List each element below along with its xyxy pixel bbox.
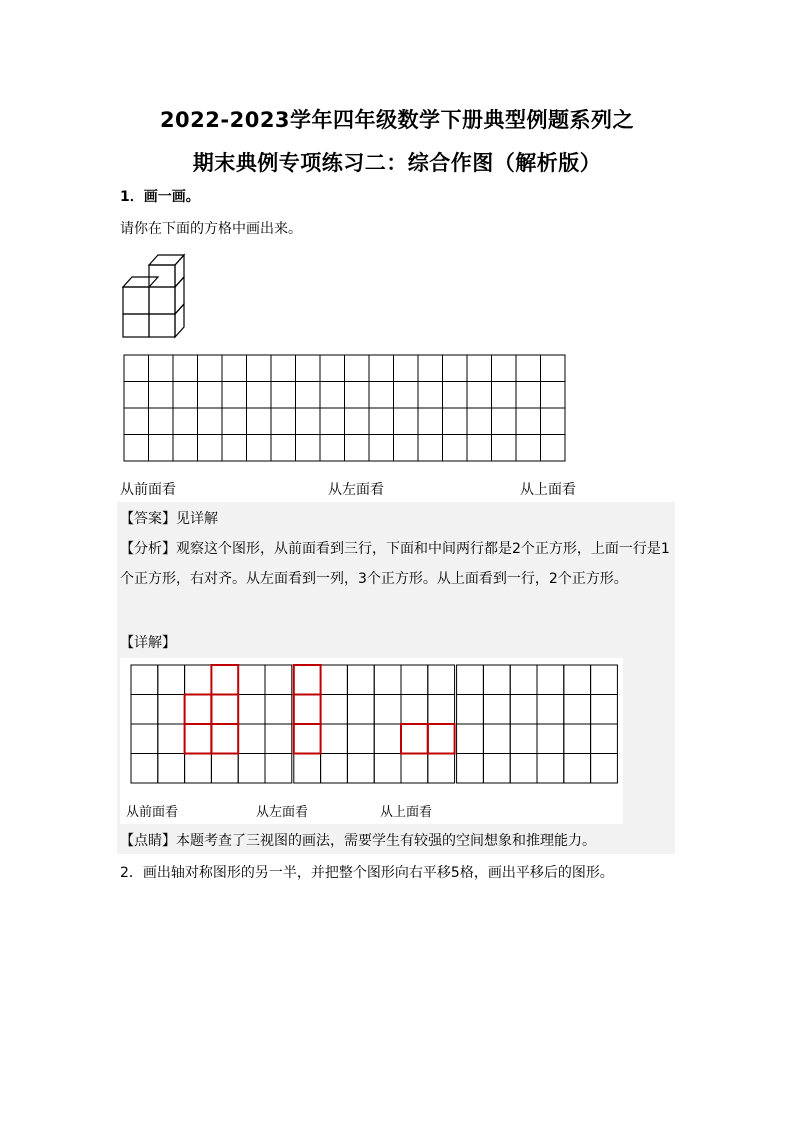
highlighted-square [294, 665, 321, 695]
answer-grid-cell [483, 724, 510, 754]
answer-grid-cell [374, 695, 401, 725]
grid-cell [296, 355, 321, 382]
grid-cell [492, 408, 517, 435]
grid-cell [320, 435, 345, 462]
answer-grid-cell [185, 724, 212, 754]
answer-grid-cell [428, 724, 455, 754]
cube-face-top-front [149, 265, 175, 287]
question-1-heading: 1．画一画。 [120, 189, 200, 205]
grid-cell [173, 408, 198, 435]
highlighted-square [185, 695, 212, 725]
grid-cell [124, 355, 149, 382]
answer-grid-cell [510, 665, 537, 695]
answer-grid-cell [537, 754, 564, 784]
answer-grid-cell [238, 724, 265, 754]
answer-grid-cell [185, 665, 212, 695]
answer-grid-cell [564, 665, 591, 695]
grid-cell [516, 382, 541, 409]
answer-grid-cell [131, 695, 158, 725]
answer-grid-cell [457, 754, 484, 784]
grid-cell [492, 355, 517, 382]
grid-cell [467, 435, 492, 462]
answer-grid-cell [347, 724, 374, 754]
answer-grid-cell [238, 695, 265, 725]
answer-grid-cell [158, 724, 185, 754]
answer-grid-cell [564, 724, 591, 754]
grid-cell [149, 408, 174, 435]
grid-cell [198, 355, 223, 382]
answer-grid-cell [265, 665, 292, 695]
grid-cell [345, 435, 370, 462]
answer-grid-cell [347, 754, 374, 784]
answer-grid-cell [158, 695, 185, 725]
cube-face-bot-side [175, 304, 184, 337]
label-front-view: 从前面看 [120, 482, 176, 498]
grid-cell [345, 408, 370, 435]
answer-grid-cell [185, 754, 212, 784]
grid-cell [296, 408, 321, 435]
grid-cell [492, 382, 517, 409]
grid-cell [271, 382, 296, 409]
label-top-view: 从上面看 [520, 482, 576, 498]
answer-grid-cell [374, 724, 401, 754]
grid-cell [271, 408, 296, 435]
grid-cell [296, 435, 321, 462]
question-1-grid [123, 354, 563, 464]
answer-grid-cell [158, 665, 185, 695]
grid-cell [418, 408, 443, 435]
grid-cell [173, 355, 198, 382]
grid-cell [369, 408, 394, 435]
answer-grid-cell [591, 665, 618, 695]
answer-grid-cell [321, 695, 348, 725]
grid-cell [467, 355, 492, 382]
grid-cell [345, 382, 370, 409]
answer-grid-cell [294, 695, 321, 725]
grid-cell [173, 382, 198, 409]
highlighted-square [211, 724, 238, 754]
highlighted-square [294, 724, 321, 754]
answer-grid-cell [158, 754, 185, 784]
grid-cell [271, 435, 296, 462]
answer-label-top-view: 从上面看 [380, 805, 433, 820]
grid-cell [443, 382, 468, 409]
grid-cell [320, 408, 345, 435]
grid-cell [222, 435, 247, 462]
highlighted-square [211, 665, 238, 695]
answer-grid-cell [265, 724, 292, 754]
grid-cell [222, 382, 247, 409]
answer-grid-cell [510, 724, 537, 754]
grid-cell [369, 382, 394, 409]
grid-cell [394, 408, 419, 435]
cube-face-mid-left-top [123, 277, 158, 287]
grid-cell [516, 408, 541, 435]
grid-cell [320, 382, 345, 409]
answer-grid-cell [185, 695, 212, 725]
grid-cell [443, 408, 468, 435]
grid-cell [394, 435, 419, 462]
question-2-text: 2．画出轴对称图形的另一半，并把整个图形向右平移5格，画出平移后的图形。 [120, 865, 614, 881]
answer-grid-cell [131, 724, 158, 754]
answer-grid-cell [457, 724, 484, 754]
grid-cell [418, 382, 443, 409]
grid-cell [198, 382, 223, 409]
answer-grid-cell [564, 754, 591, 784]
comment-line: 【点睛】本题考查了三视图的画法，需要学生有较强的空间想象和推理能力。 [120, 833, 596, 849]
grid-cell [296, 382, 321, 409]
answer-grid-cell [294, 665, 321, 695]
answer-grid-cell [294, 754, 321, 784]
answer-grid-cell [401, 665, 428, 695]
grid-cell [443, 355, 468, 382]
answer-grid-cell [321, 724, 348, 754]
grid-cell [198, 435, 223, 462]
grid-cell [149, 382, 174, 409]
grid-cell [222, 355, 247, 382]
grid-cell [418, 355, 443, 382]
answer-grid-cell [211, 754, 238, 784]
highlighted-square [185, 724, 212, 754]
grid-cell [541, 355, 566, 382]
grid-cell [541, 435, 566, 462]
label-left-view: 从左面看 [328, 482, 384, 498]
grid-cell [149, 355, 174, 382]
answer-grid-cell [537, 665, 564, 695]
grid-cell [247, 435, 272, 462]
grid-cell [124, 382, 149, 409]
highlighted-square [294, 695, 321, 725]
answer-label-front-view: 从前面看 [126, 805, 179, 820]
answer-grid-cell [537, 695, 564, 725]
answer-grid-cell [564, 695, 591, 725]
highlighted-square [428, 724, 455, 754]
grid-cell [320, 355, 345, 382]
grid-cell [247, 355, 272, 382]
answer-grid-cell [510, 754, 537, 784]
grid-cell [345, 355, 370, 382]
document-title-line1: 2022-2023学年四年级数学下册典型例题系列之 [159, 108, 635, 132]
answer-grid-cell [401, 695, 428, 725]
answer-grid-cell [211, 665, 238, 695]
answer-grid-cell [321, 665, 348, 695]
grid-cell [124, 408, 149, 435]
grid-cell [271, 355, 296, 382]
cube-face-mid-right [149, 287, 175, 314]
analysis-paragraph: 【分析】观察这个图形，从前面看到三行，下面和中间两行都是2个正方形，上面一行是1个正方形，右对齐。从左面看到一列，3个正方形。从上面看到一行，2个正方形。 [120, 541, 670, 587]
answer-grid-cell [591, 754, 618, 784]
answer-grid-cell [211, 695, 238, 725]
answer-grid-cell [347, 665, 374, 695]
answer-grid-cell [265, 695, 292, 725]
grid-cell [394, 355, 419, 382]
grid-cell [198, 408, 223, 435]
answer-grid-cell [483, 665, 510, 695]
highlighted-square [211, 695, 238, 725]
answer-grid-cell [428, 754, 455, 784]
answer-grid-cell [457, 695, 484, 725]
answer-grid-cell [401, 724, 428, 754]
grid-cell [418, 435, 443, 462]
answer-grid-cell [537, 724, 564, 754]
question-1-instruction: 请你在下面的方格中画出来。 [120, 221, 302, 237]
answer-label-left-view: 从左面看 [256, 805, 309, 820]
grid-cell [247, 408, 272, 435]
answer-grid-cell [510, 695, 537, 725]
cube-face-bot-left [123, 314, 149, 337]
grid-cell [124, 435, 149, 462]
grid-cell [149, 435, 174, 462]
detail-heading: 【详解】 [120, 635, 176, 651]
grid-cell [516, 355, 541, 382]
grid-cell [467, 408, 492, 435]
grid-cell [541, 382, 566, 409]
answer-grid-cell [131, 665, 158, 695]
grid-cell [369, 435, 394, 462]
grid-cell [369, 355, 394, 382]
grid-cell [467, 382, 492, 409]
grid-cell [222, 408, 247, 435]
answer-grid-cell [591, 724, 618, 754]
answer-grid-cell [265, 754, 292, 784]
answer-line: 【答案】见详解 [120, 511, 218, 527]
answer-grid-cell [374, 665, 401, 695]
cube-face-bot-right [149, 314, 175, 337]
cube-face-mid-left [123, 287, 149, 314]
answer-grid-cell [294, 724, 321, 754]
grid-cell [394, 382, 419, 409]
grid-cell [247, 382, 272, 409]
answer-grid-cell [428, 695, 455, 725]
answer-grid-cell [211, 724, 238, 754]
cube-stack-figure [118, 245, 198, 345]
answer-grid-cell [238, 665, 265, 695]
answer-grid-cell [347, 695, 374, 725]
answer-grid [130, 664, 630, 789]
grid-cell [443, 435, 468, 462]
answer-grid-cell [238, 754, 265, 784]
answer-grid-cell [374, 754, 401, 784]
answer-grid-cell [321, 754, 348, 784]
grid-cell [541, 408, 566, 435]
answer-grid-cell [131, 754, 158, 784]
grid-cell [173, 435, 198, 462]
document-title-line2: 期末典例专项练习二：综合作图（解析版） [192, 151, 602, 175]
grid-cell [516, 435, 541, 462]
answer-grid-cell [483, 695, 510, 725]
highlighted-square [401, 724, 428, 754]
answer-grid-cell [401, 754, 428, 784]
answer-grid-cell [591, 695, 618, 725]
answer-grid-cell [428, 665, 455, 695]
answer-grid-cell [483, 754, 510, 784]
answer-grid-cell [457, 665, 484, 695]
grid-cell [492, 435, 517, 462]
